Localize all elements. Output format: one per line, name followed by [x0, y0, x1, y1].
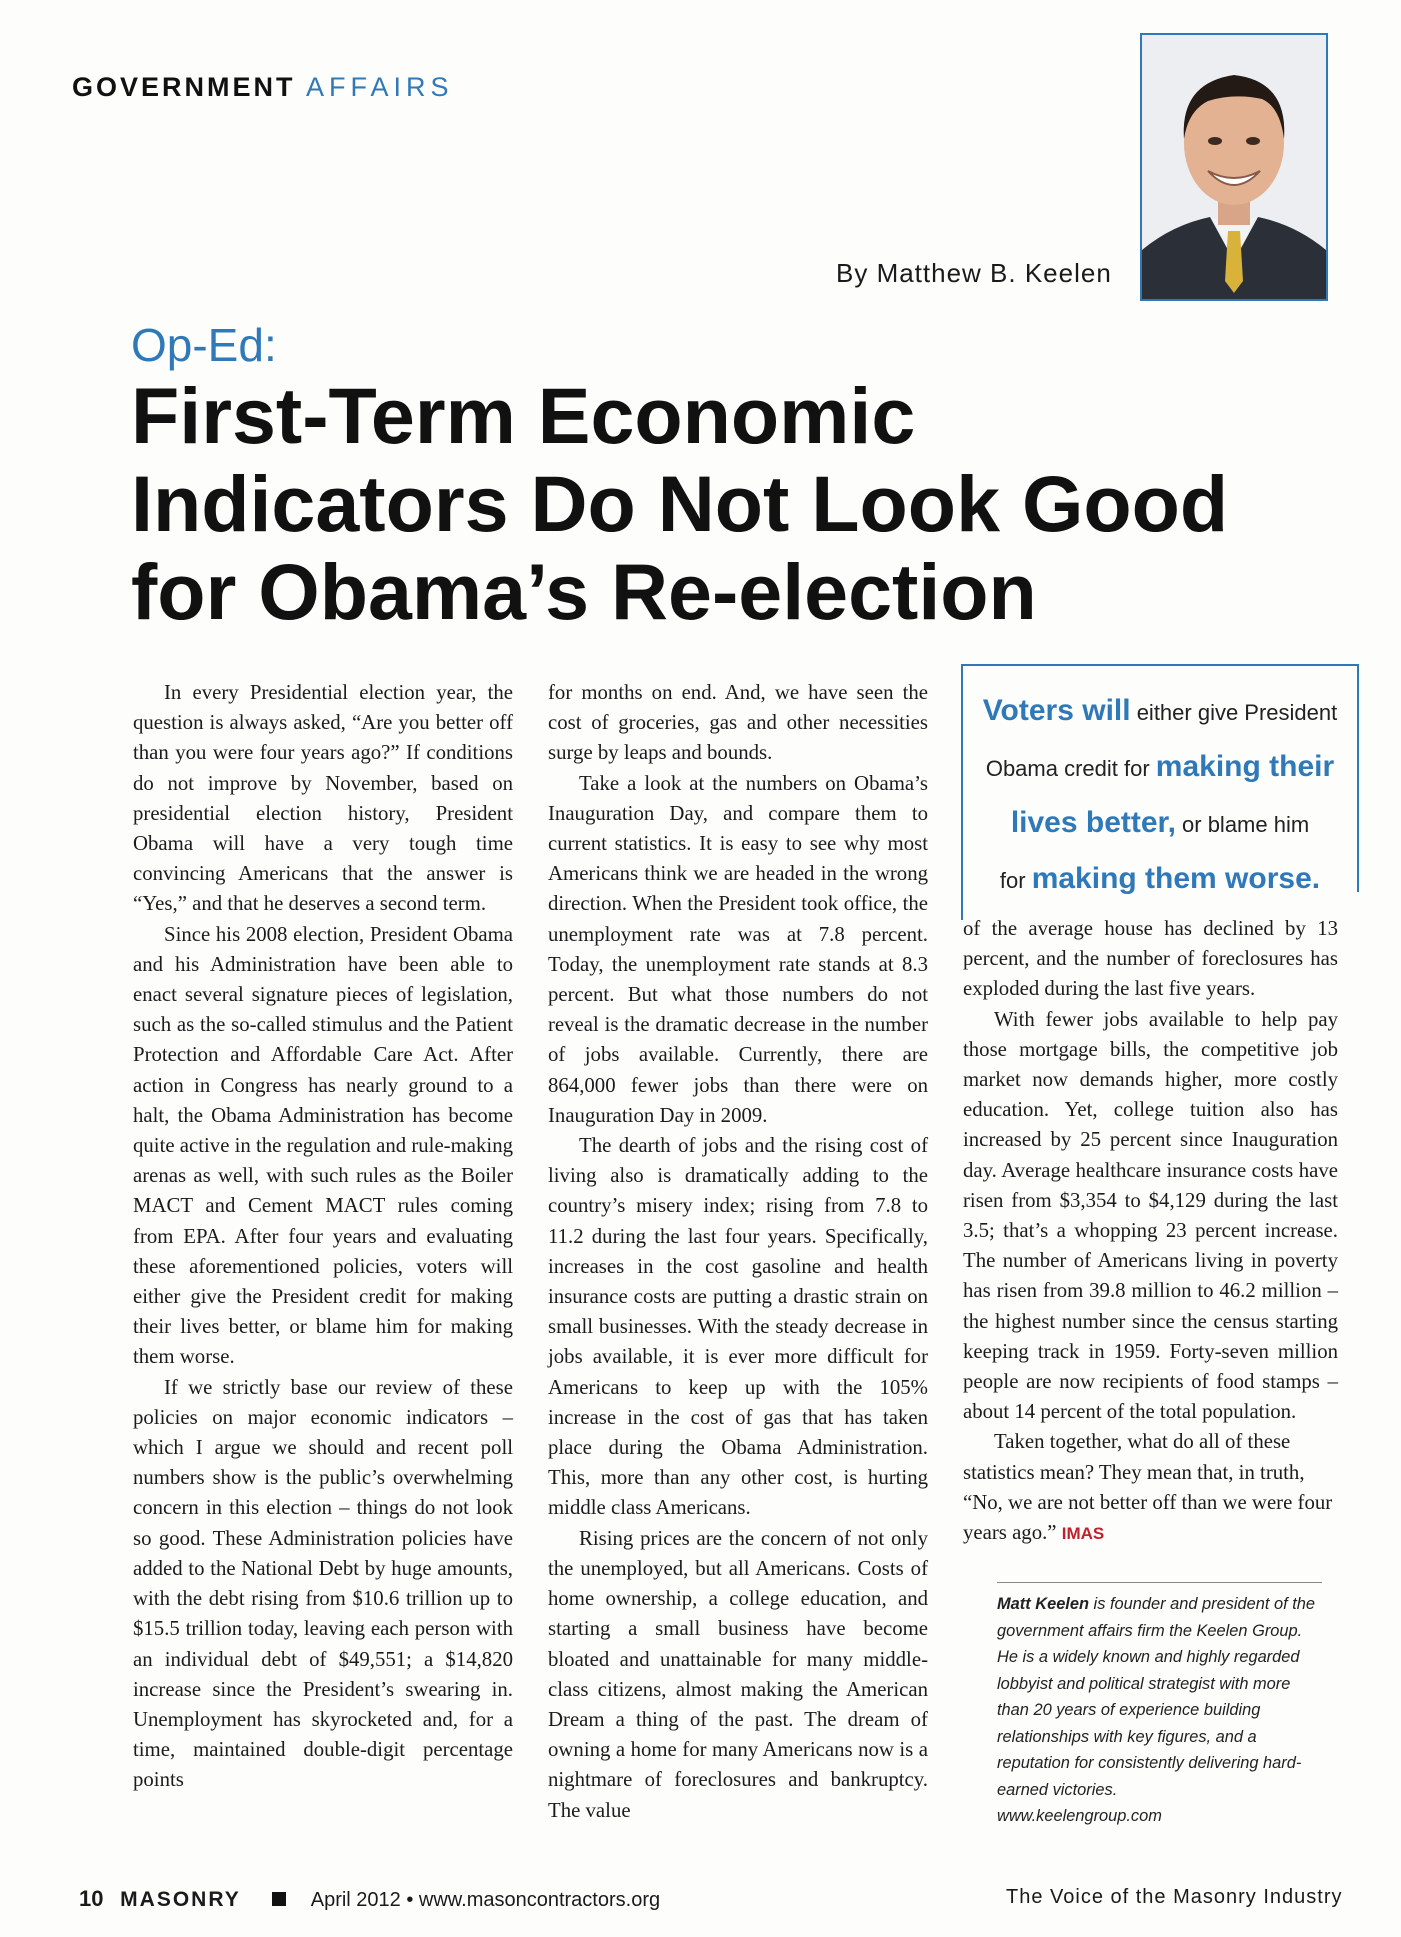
- pull-quote-line: Obama credit for making their: [985, 750, 1335, 783]
- headline-line: Indicators Do Not Look Good: [131, 459, 1229, 548]
- page-number: 10: [79, 1886, 104, 1911]
- paragraph: for months on end. And, we have seen the cost of groceries, gas and other necessities surge by leaps and bounds.: [548, 681, 928, 765]
- author-bio: [997, 1582, 1322, 1830]
- author-photo: [1140, 33, 1328, 301]
- pull-quote-line: for making them worse.: [999, 862, 1321, 895]
- paragraph: Since his 2008 election, President Obama and his Administration have been able to enact several signature pieces of legislation, such as the so-called stimulus and the Patient Protection and Affordable Care Act. After action in Congress has nearly ground to a halt, the Obama Administration has become quite active in the regulation and rule-making arenas as well, with such rules as the Boiler MACT and Cement MACT rules coming from EPA. After four years and evaluating these aforementioned policies, voters will either give the President credit for making their lives better, or blame him for making them worse.: [133, 922, 513, 1369]
- paragraph: Taken together, what do all of these statistics mean? They mean that, in truth, “No, we are not better off than we were four years ago.” IMAS: [963, 1430, 1333, 1545]
- byline: By Matthew B. Keelen: [836, 258, 1112, 288]
- paragraph: With fewer jobs available to help pay those mortgage bills, the competitive job market now demands higher, more costly education. Yet, college tuition also has increased by 25 percent since Inauguration day. Average healthcare insurance costs have risen from $3,354 to $4,129 during the last 3.5; that’s a whopping 23 percent increase. The number of Americans living in poverty has risen from 39.8 million to 46.2 million – the highest number since the census starting keeping track in 1959. Forty-seven million people are now recipients of food stamps – about 14 percent of the total population.: [963, 1007, 1338, 1424]
- body-column-2: [548, 678, 928, 1826]
- magazine-name: MASONRY: [120, 1888, 241, 1911]
- paragraph: Take a look at the numbers on Obama’s Inauguration Day, and compare them to current statistics. It is easy to see why most Americans think we are headed in the wrong direction. When the President took office, the unemployment rate was at 7.8 percent. Today, the unemployment rate stands at 8.3 percent. But what those numbers do not reveal is the dramatic decrease in the number of jobs available. Currently, there are 864,000 fewer jobs than there were on Inauguration Day in 2009.: [548, 771, 928, 1127]
- bio-url[interactable]: www.keelengroup.com: [997, 1807, 1162, 1825]
- section-label-primary: GOVERNMENT: [72, 72, 296, 102]
- article-kicker: Op-Ed:: [131, 319, 277, 371]
- paragraph: In every Presidential election year, the question is always asked, “Are you better off than you were four years ago?” If conditions do not improve by November, based on presidential election history, President Obama will have a very tough time convincing Americans that the answer is “Yes,” and that he deserves a second term.: [133, 681, 513, 916]
- paragraph: If we strictly base our review of these policies on major economic indicators – which I argue we should and recent poll numbers show is the public’s overwhelming concern in this election – things do not look so good. These Administration policies have added to the National Debt by huge amounts, with the debt rising from $10.6 trillion up to $15.5 trillion today, leaving each person with an individual debt of $49,551; a $14,820 increase since the President’s swearing in. Unemployment has skyrocketed and, for a time, maintained double-digit percentage points: [133, 1375, 513, 1792]
- body-column-1: [133, 678, 513, 1796]
- headline-line: First-Term Economic: [131, 371, 916, 460]
- paragraph: Rising prices are the concern of not only the unemployed, but all Americans. Costs of home ownership, a college education, and starting a small business have become bloated and unattainable for many middle-class citizens, almost making the American Dream a thing of the past. The dream of owning a home for many Americans now is a nightmare of foreclosures and bankruptcy. The value: [548, 1526, 928, 1822]
- author-portrait-icon: [1142, 35, 1326, 299]
- issue-info: April 2012 • www.masoncontractors.org: [310, 1889, 661, 1911]
- paragraph: The dearth of jobs and the rising cost of living also is dramatically adding to the country’s misery index; rising from 7.8 to 11.2 during the last four years. Specifically, increases in the cost gasoline and health insurance costs are putting a drastic strain on small businesses. With the steady decrease in jobs available, it is ever more difficult for Americans to keep up with the 105% increase in the cost of gas that has taken place during the Obama Administration. This, more than any other cost, is hurting middle class Americans.: [548, 1134, 928, 1520]
- footer-tagline: The Voice of the Masonry Industry: [1006, 1886, 1343, 1908]
- headline-line: for Obama’s Re-election: [131, 547, 1037, 636]
- pull-quote: [961, 664, 1359, 895]
- section-label-secondary: AFFAIRS: [306, 72, 454, 102]
- section-label: [72, 72, 454, 103]
- pull-quote-line: Voters will either give President: [982, 694, 1338, 727]
- footer-left: [79, 1886, 660, 1912]
- square-bullet-icon: [272, 1892, 286, 1906]
- paragraph: of the average house has declined by 13 percent, and the number of foreclosures has exploded during the last five years.: [963, 917, 1338, 1001]
- bio-text: is founder and president of the government affairs firm the Keelen Group. He is a widely known and highly regarded lobbyist and political strategist with more than 20 years of experience building relationships with key figures, and a reputation for consistently delivering hard-earned victories.: [997, 1595, 1315, 1799]
- article-headline: [131, 372, 1331, 636]
- pull-quote-line: lives better, or blame him: [1010, 806, 1310, 839]
- bio-name: Matt Keelen: [997, 1595, 1089, 1613]
- end-mark: IMAS: [1061, 1524, 1105, 1544]
- body-column-3: [963, 914, 1338, 1549]
